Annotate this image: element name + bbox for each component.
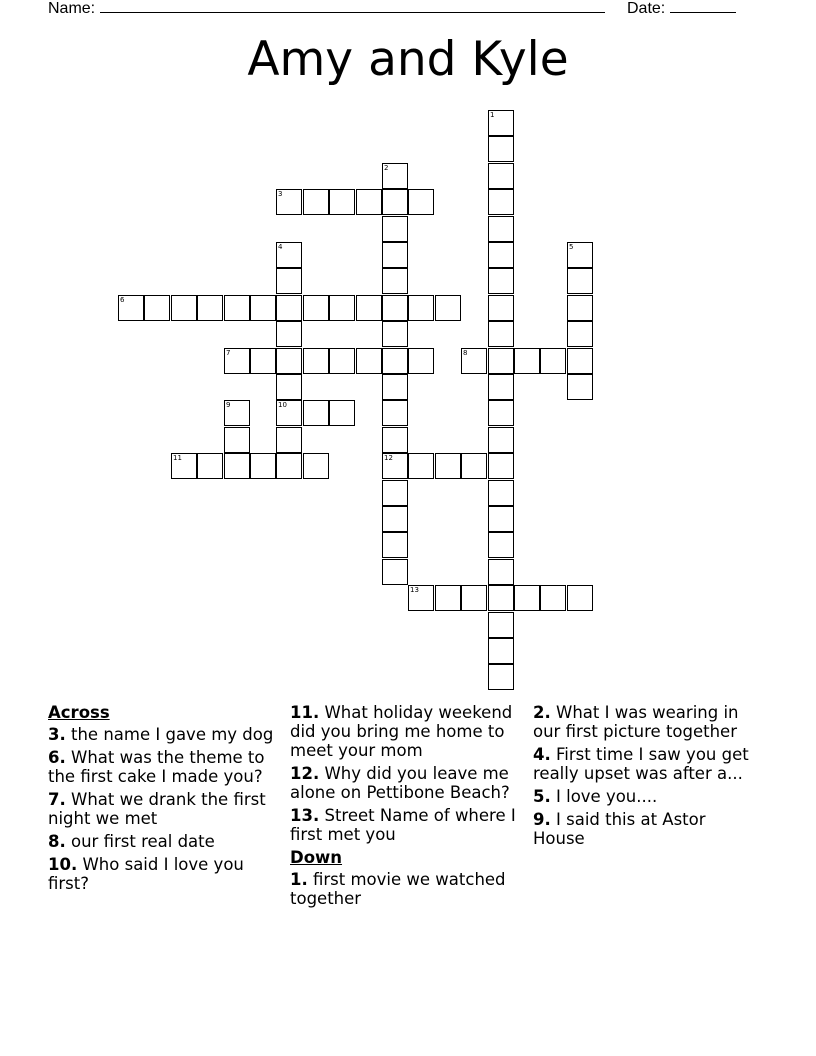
clue-number: 11 (173, 454, 182, 462)
clue-column-3 (533, 703, 759, 852)
grid-cell[interactable] (171, 453, 197, 479)
grid-cell[interactable] (382, 268, 408, 294)
grid-cell[interactable] (382, 532, 408, 558)
date-line[interactable] (670, 0, 736, 13)
grid-cell[interactable] (567, 242, 593, 268)
grid-cell[interactable] (197, 453, 223, 479)
date-field (627, 0, 736, 18)
clue-down-9: 9. I said this at Astor House (533, 810, 706, 848)
clue-number: 3 (278, 190, 283, 198)
grid-cell[interactable] (488, 585, 514, 611)
grid-cell[interactable] (435, 453, 461, 479)
grid-cell[interactable] (408, 453, 434, 479)
grid-cell[interactable] (488, 400, 514, 426)
grid-cell[interactable] (488, 532, 514, 558)
grid-cell[interactable] (382, 559, 408, 585)
grid-cell[interactable] (567, 374, 593, 400)
grid-cell[interactable] (408, 585, 434, 611)
grid-cell[interactable] (250, 348, 276, 374)
grid-cell[interactable] (303, 189, 329, 215)
grid-cell[interactable] (224, 348, 250, 374)
grid-cell[interactable] (461, 585, 487, 611)
clue-number: 10 (278, 401, 287, 409)
grid-cell[interactable] (488, 216, 514, 242)
grid-cell[interactable] (303, 348, 329, 374)
grid-cell[interactable] (118, 295, 144, 321)
clue-column-1 (48, 703, 274, 897)
grid-cell[interactable] (276, 400, 302, 426)
clue-down-1: 1. first movie we watched together (290, 870, 506, 908)
clue-across-8: 8. our first real date (48, 832, 215, 851)
grid-cell[interactable] (488, 189, 514, 215)
grid-cell[interactable] (224, 400, 250, 426)
clue-across-11: 11. What holiday weekend did you bring me home to meet your mom (290, 703, 513, 760)
grid-cell[interactable] (276, 453, 302, 479)
grid-cell[interactable] (488, 427, 514, 453)
grid-cell[interactable] (540, 348, 566, 374)
grid-cell[interactable] (303, 400, 329, 426)
grid-cell[interactable] (224, 453, 250, 479)
grid-cell[interactable] (276, 348, 302, 374)
grid-cell[interactable] (382, 400, 408, 426)
clue-number: 4 (278, 243, 283, 251)
grid-cell[interactable] (540, 585, 566, 611)
grid-cell[interactable] (303, 453, 329, 479)
clue-across-12: 12. Why did you leave me alone on Pettibone Beach? (290, 764, 510, 802)
grid-cell[interactable] (408, 295, 434, 321)
clue-across-13: 13. Street Name of where I first met you (290, 806, 516, 844)
grid-cell[interactable] (382, 374, 408, 400)
grid-cell[interactable] (488, 348, 514, 374)
grid-cell[interactable] (567, 348, 593, 374)
clue-across-3: 3. the name I gave my dog (48, 725, 274, 744)
grid-cell[interactable] (144, 295, 170, 321)
grid-cell[interactable] (488, 453, 514, 479)
clue-number: 5 (569, 243, 574, 251)
clue-number: 8 (463, 349, 468, 357)
grid-cell[interactable] (171, 295, 197, 321)
grid-cell[interactable] (488, 559, 514, 585)
grid-cell[interactable] (567, 585, 593, 611)
grid-cell[interactable] (329, 348, 355, 374)
grid-cell[interactable] (356, 295, 382, 321)
clue-number: 7 (226, 349, 231, 357)
clue-number: 12 (384, 454, 393, 462)
grid-cell[interactable] (224, 295, 250, 321)
grid-cell[interactable] (197, 295, 223, 321)
grid-cell[interactable] (488, 664, 514, 690)
grid-cell[interactable] (488, 242, 514, 268)
clue-number: 13 (410, 586, 419, 594)
grid-cell[interactable] (276, 242, 302, 268)
grid-cell[interactable] (488, 506, 514, 532)
grid-cell[interactable] (382, 453, 408, 479)
grid-cell[interactable] (435, 585, 461, 611)
grid-cell[interactable] (382, 189, 408, 215)
grid-cell[interactable] (488, 295, 514, 321)
name-field (48, 0, 605, 18)
clue-across-6: 6. What was the theme to the first cake I made you? (48, 748, 265, 786)
page-title: Amy and Kyle (247, 32, 569, 87)
clue-across-10: 10. Who said I love you first? (48, 855, 244, 893)
grid-cell[interactable] (329, 189, 355, 215)
grid-cell[interactable] (408, 189, 434, 215)
grid-cell[interactable] (488, 163, 514, 189)
clue-across-7: 7. What we drank the first night we met (48, 790, 266, 828)
grid-cell[interactable] (408, 348, 434, 374)
grid-cell[interactable] (488, 136, 514, 162)
name-label: Name: (48, 0, 96, 17)
grid-cell[interactable] (382, 348, 408, 374)
grid-cell[interactable] (382, 216, 408, 242)
grid-cell[interactable] (276, 268, 302, 294)
grid-cell[interactable] (356, 348, 382, 374)
grid-cell[interactable] (567, 295, 593, 321)
grid-cell[interactable] (514, 585, 540, 611)
grid-cell[interactable] (488, 321, 514, 347)
grid-cell[interactable] (250, 453, 276, 479)
clue-number: 1 (490, 111, 495, 119)
down-heading: Down (290, 848, 343, 867)
grid-cell[interactable] (276, 427, 302, 453)
grid-cell[interactable] (488, 268, 514, 294)
clue-column-2 (290, 703, 516, 912)
grid-cell[interactable] (435, 295, 461, 321)
grid-cell[interactable] (461, 348, 487, 374)
clue-down-4: 4. First time I saw you get really upset was after a... (533, 745, 749, 783)
grid-cell[interactable] (250, 295, 276, 321)
grid-cell[interactable] (303, 295, 329, 321)
grid-cell[interactable] (356, 189, 382, 215)
grid-cell[interactable] (276, 374, 302, 400)
grid-cell[interactable] (382, 242, 408, 268)
clue-down-5: 5. I love you.... (533, 787, 658, 806)
grid-cell[interactable] (382, 163, 408, 189)
grid-cell[interactable] (382, 506, 408, 532)
grid-cell[interactable] (567, 321, 593, 347)
name-line[interactable] (100, 0, 605, 13)
grid-cell[interactable] (224, 427, 250, 453)
grid-cell[interactable] (488, 110, 514, 136)
grid-cell[interactable] (514, 348, 540, 374)
clue-number: 6 (120, 296, 125, 304)
grid-cell[interactable] (276, 295, 302, 321)
clue-number: 9 (226, 401, 231, 409)
grid-cell[interactable] (329, 400, 355, 426)
date-label: Date: (627, 0, 666, 17)
grid-cell[interactable] (488, 480, 514, 506)
grid-cell[interactable] (488, 638, 514, 664)
grid-cell[interactable] (461, 453, 487, 479)
grid-cell[interactable] (488, 374, 514, 400)
clue-number: 2 (384, 164, 389, 172)
grid-cell[interactable] (567, 268, 593, 294)
grid-cell[interactable] (488, 612, 514, 638)
grid-cell[interactable] (276, 189, 302, 215)
across-heading: Across (48, 703, 110, 722)
grid-cell[interactable] (276, 321, 302, 347)
clue-down-2: 2. What I was wearing in our first picture together (533, 703, 739, 741)
grid-cell[interactable] (382, 427, 408, 453)
grid-cell[interactable] (382, 295, 408, 321)
grid-cell[interactable] (329, 295, 355, 321)
grid-cell[interactable] (382, 321, 408, 347)
grid-cell[interactable] (382, 480, 408, 506)
